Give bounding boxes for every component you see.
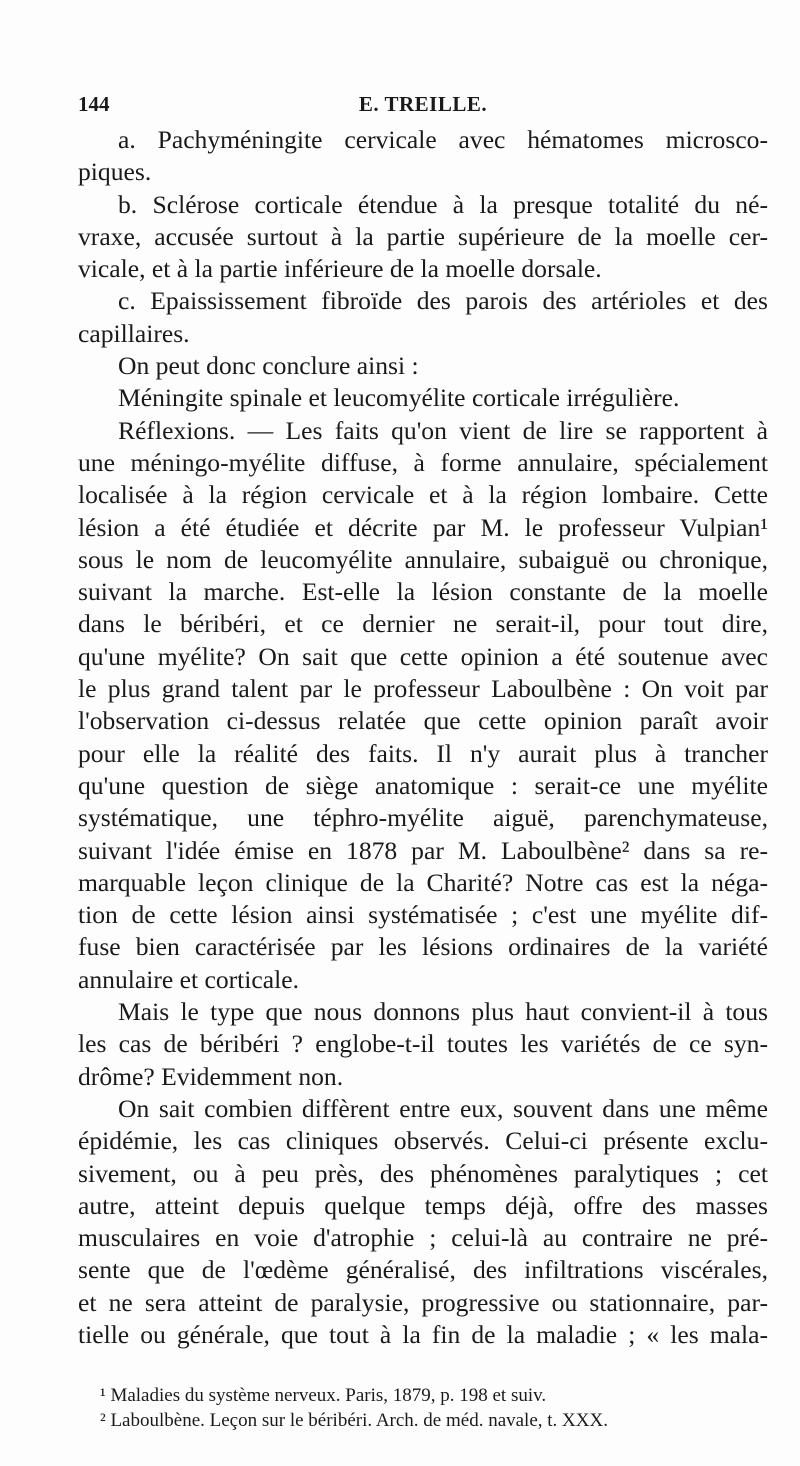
footnote: ² Laboulbène. Leçon sur le béribéri. Arch. de méd. navale, t. XXX.	[100, 1410, 608, 1431]
text-line: vraxe, accusée surtout à la partie supérieure de la moelle cer-	[78, 221, 768, 251]
text-line: drôme? Evidemment non.	[78, 1061, 344, 1091]
text-line: pour elle la réalité des faits. Il n'y aurait plus à trancher	[78, 738, 768, 768]
text-line: épidémie, les cas cliniques observés. Celui-ci présente exclu-	[78, 1126, 768, 1156]
text-line: c. Epaississement fibroïde des parois des artérioles et des	[118, 286, 768, 316]
page-number: 144	[78, 92, 110, 116]
footnotes	[78, 1383, 768, 1433]
text-line: a. Pachyméningite cervicale avec hématomes microsco-	[118, 125, 768, 154]
text-line: fuse bien caractérisée par les lésions ordinaires de la variété	[78, 932, 768, 962]
text-line: autre, atteint depuis quelque temps déjà, offre des masses	[78, 1190, 768, 1220]
text-line: et ne sera atteint de paralysie, progressive ou stationnaire, par-	[78, 1287, 768, 1317]
text-line: localisée à la région cervicale et à la région lombaire. Cette	[78, 480, 768, 510]
text-line: qu'une question de siège anatomique : serait-ce une myélite	[78, 770, 768, 800]
text-line: suivant la marche. Est-elle la lésion constante de la moelle	[78, 577, 768, 607]
text-line: tion de cette lésion ainsi systématisée ; c'est une myélite dif-	[78, 900, 768, 930]
text-line: sivement, ou à peu près, des phénomènes paralytiques ; cet	[78, 1158, 768, 1188]
text-line: On sait combien diffèrent entre eux, souvent dans une même	[118, 1093, 768, 1123]
text-line: Méningite spinale et leucomyélite corticale irrégulière.	[118, 383, 680, 413]
text-line: suivant l'idée émise en 1878 par M. Laboulbène² dans sa re-	[78, 835, 768, 865]
footnote: ¹ Maladies du système nerveux. Paris, 1879, p. 198 et suiv.	[100, 1385, 547, 1406]
page-header	[78, 92, 768, 122]
text-line: sous le nom de leucomyélite annulaire, subaiguë ou chronique,	[78, 544, 768, 574]
text-line: Réflexions. — Les faits qu'on vient de lire se rapportent à	[118, 415, 768, 445]
text-line: annulaire et corticale.	[78, 964, 299, 994]
body-text	[78, 124, 768, 1351]
text-line: les cas de béribéri ? englobe-t-il toutes les variétés de ce syn-	[78, 1029, 768, 1059]
text-line: dans le béribéri, et ce dernier ne serait-il, pour tout dire,	[78, 609, 768, 639]
running-head: E. TREILLE.	[358, 92, 488, 116]
text-line: Mais le type que nous donnons plus haut convient-il à tous	[118, 997, 768, 1027]
text-line: l'observation ci-dessus relatée que cette opinion paraît avoir	[78, 706, 768, 736]
text-line: marquable leçon clinique de la Charité? Notre cas est la néga-	[78, 867, 768, 897]
text-line: sente que de l'œdème généralisé, des infiltrations viscérales,	[78, 1255, 768, 1285]
text-line: qu'une myélite? On sait que cette opinion a été soutenue avec	[78, 641, 768, 671]
text-line: lésion a été étudiée et décrite par M. le professeur Vulpian¹	[78, 512, 768, 542]
text-line: vicale, et à la partie inférieure de la moelle dorsale.	[78, 254, 602, 284]
text-line: systématique, une téphro-myélite aiguë, parenchymateuse,	[78, 803, 768, 833]
text-line: piques.	[78, 157, 152, 187]
text-line: On peut donc conclure ainsi :	[118, 351, 419, 381]
text-line: tielle ou générale, que tout à la fin de la maladie ; « les mala-	[78, 1319, 768, 1349]
text-line: capillaires.	[78, 318, 190, 348]
text-line: musculaires en voie d'atrophie ; celui-là au contraire ne pré-	[78, 1223, 768, 1253]
text-line: b. Sclérose corticale étendue à la presque totalité du né-	[118, 189, 768, 219]
text-line: le plus grand talent par le professeur Laboulbène : On voit par	[78, 674, 768, 704]
text-line: une méningo-myélite diffuse, à forme annulaire, spécialement	[78, 447, 768, 477]
